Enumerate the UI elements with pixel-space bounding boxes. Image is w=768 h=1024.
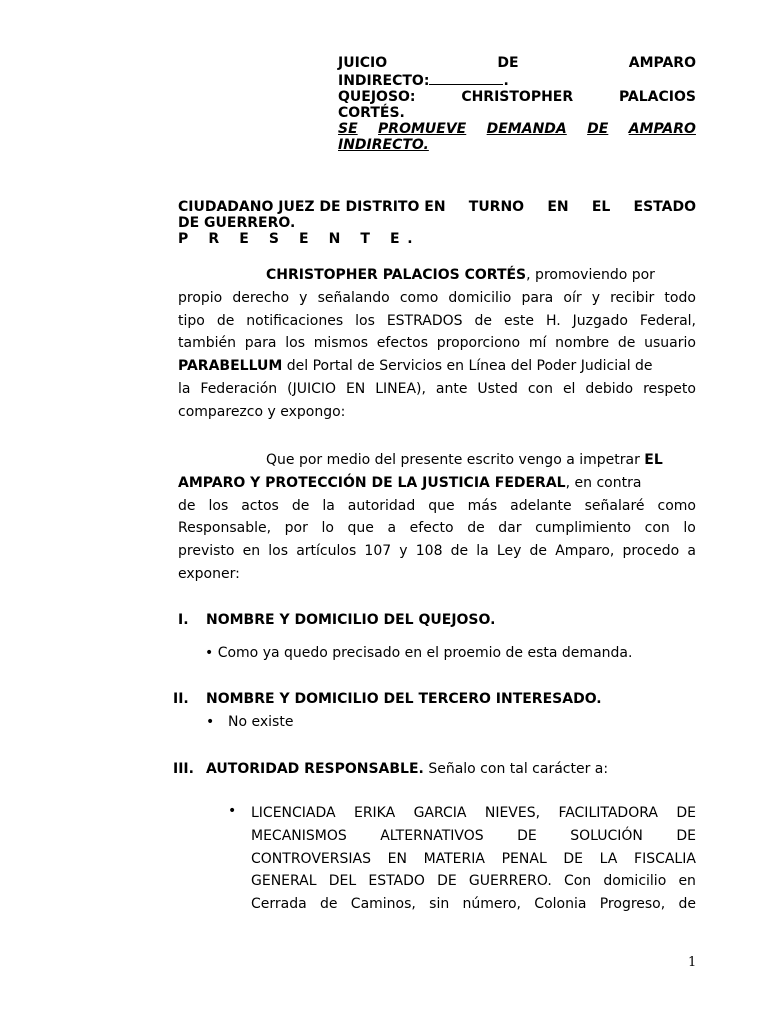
- petition-line: [178, 449, 696, 472]
- word: sin: [429, 896, 450, 913]
- header-line-3: [338, 89, 696, 105]
- word: LA: [599, 850, 618, 867]
- header-line-6: INDIRECTO.: [338, 137, 429, 153]
- word: nombre: [555, 335, 610, 352]
- word: recibir: [610, 289, 655, 306]
- word: mismos: [313, 335, 369, 352]
- word: de: [617, 335, 636, 352]
- addressee-word: EL: [591, 199, 611, 215]
- word: EN: [387, 850, 407, 867]
- word: Federal,: [639, 312, 696, 329]
- header-word: PALACIOS: [618, 89, 696, 105]
- page-number: 1: [688, 955, 697, 970]
- word: oír: [563, 289, 582, 306]
- word: proporciono: [436, 335, 521, 352]
- word: propio: [178, 289, 223, 306]
- word: ESTADO: [368, 873, 425, 890]
- header-line-1: [338, 55, 696, 71]
- word: GENERAL: [251, 873, 317, 890]
- word: para: [521, 289, 554, 306]
- word: ALTERNATIVOS: [380, 827, 484, 844]
- word: de: [467, 520, 485, 537]
- word: efectos: [376, 335, 428, 352]
- addressee-presente: P R E S E N T E.: [178, 231, 421, 247]
- word: en: [242, 543, 261, 560]
- word: DE: [437, 873, 457, 890]
- word: FACILITADORA: [558, 805, 658, 821]
- authority-paragraph: [251, 802, 696, 916]
- authority-line: [251, 825, 696, 848]
- section-3-text: Señalo con tal carácter a:: [423, 761, 609, 777]
- word: Colonia: [534, 896, 587, 913]
- word: los: [285, 335, 305, 352]
- word: H.: [545, 312, 561, 329]
- word: más: [467, 497, 498, 514]
- word: DE: [676, 805, 696, 821]
- authority-line: [251, 848, 696, 871]
- word: autoridad: [347, 497, 416, 514]
- header-word: QUEJOSO:: [338, 89, 416, 105]
- word: de: [678, 896, 696, 913]
- word: derecho: [232, 289, 290, 306]
- word: NIEVES,: [484, 805, 541, 821]
- word: y: [591, 289, 600, 306]
- word: LINEA),: [375, 380, 426, 397]
- word: Caminos,: [350, 896, 416, 913]
- section-3-heading: [206, 761, 608, 777]
- intro-text: comparezco y expongo:: [178, 403, 346, 420]
- section-2-title: NOMBRE Y DOMICILIO DEL TERCERO INTERESADO.: [206, 691, 602, 707]
- word: Progreso,: [599, 896, 666, 913]
- petition-line: [178, 472, 696, 495]
- petition-text: , en contra: [565, 474, 642, 491]
- word: procedo: [622, 543, 680, 560]
- word: actos: [241, 497, 279, 514]
- username: PARABELLUM: [178, 358, 283, 375]
- quejoso-name: CHRISTOPHER PALACIOS CORTÉS: [266, 267, 527, 283]
- word: los: [355, 312, 375, 329]
- word: Federación: [200, 380, 278, 397]
- word: usuario: [644, 335, 696, 352]
- word: de: [529, 543, 548, 560]
- word: notificaciones: [246, 312, 344, 329]
- intro-line: [178, 378, 696, 401]
- word: la: [178, 380, 191, 397]
- word: y: [399, 543, 408, 560]
- word: GARCIA: [413, 805, 467, 821]
- word: 107: [364, 543, 392, 560]
- word: domicilio: [448, 289, 512, 306]
- word: PENAL: [501, 850, 547, 867]
- word: DE: [676, 827, 696, 844]
- word: de: [320, 896, 338, 913]
- word: MATERIA: [423, 850, 485, 867]
- word: de: [474, 312, 493, 329]
- section-2-bullet: No existe: [228, 714, 294, 730]
- bullet-icon: •: [228, 803, 237, 819]
- header-word: DEMANDA: [486, 121, 567, 137]
- word: Responsable,: [178, 520, 272, 537]
- section-1-title: NOMBRE Y DOMICILIO DEL QUEJOSO.: [206, 612, 496, 628]
- word: respeto: [643, 380, 696, 397]
- petition-bold: EL: [644, 452, 663, 468]
- header-line-4: CORTÉS.: [338, 105, 405, 121]
- word: DEL: [328, 873, 357, 890]
- word: a: [687, 543, 696, 560]
- header-word: PROMUEVE: [378, 121, 467, 137]
- intro-line: [178, 355, 696, 378]
- word: todo: [664, 289, 696, 306]
- section-1-number: I.: [178, 612, 189, 628]
- word: de: [216, 312, 235, 329]
- header-word: DE: [587, 121, 609, 137]
- word: ERIKA: [353, 805, 396, 821]
- word: para: [244, 335, 277, 352]
- word: SOLUCIÓN: [570, 827, 643, 844]
- petition-bold: AMPARO Y PROTECCIÓN DE LA JUSTICIA FEDERAL: [178, 474, 566, 491]
- header-word: AMPARO: [628, 55, 696, 71]
- petition-text: exponer:: [178, 565, 240, 582]
- intro-text: del Portal de Servicios en Línea del Poder Judicial de: [282, 358, 653, 375]
- word: por: [284, 520, 308, 537]
- word: CONTROVERSIAS: [251, 850, 371, 867]
- addressee-word: ESTADO: [633, 199, 696, 215]
- word: Con: [563, 873, 592, 890]
- word: la: [476, 543, 489, 560]
- petition-line: [178, 563, 696, 586]
- addressee-line-2: DE GUERRERO.: [178, 215, 296, 231]
- bullet-icon: •: [206, 714, 215, 730]
- intro-line: [178, 332, 696, 355]
- header-word: AMPARO: [628, 121, 696, 137]
- word: LICENCIADA: [251, 805, 336, 821]
- header-line-5: [338, 121, 696, 137]
- word: FISCALIA: [634, 850, 696, 867]
- section-2-number: II.: [173, 691, 189, 707]
- word: con: [644, 520, 670, 537]
- header-word: SE: [338, 121, 358, 137]
- word: de: [178, 497, 196, 514]
- word: Amparo,: [555, 543, 615, 560]
- word: (JUICIO: [287, 380, 336, 397]
- word: debido: [585, 380, 634, 397]
- word: la: [322, 497, 335, 514]
- addressee-word: CIUDADANO JUEZ DE DISTRITO EN: [178, 199, 446, 215]
- header-word: CHRISTOPHER: [461, 89, 574, 105]
- section-3-number: III.: [173, 761, 194, 777]
- word: de: [450, 543, 469, 560]
- word: dar: [498, 520, 522, 537]
- petition-paragraph: [178, 449, 696, 586]
- petition-line: [178, 540, 696, 563]
- word: efecto: [409, 520, 454, 537]
- word: adelante: [510, 497, 572, 514]
- authority-line: [251, 802, 696, 825]
- addressee-word: TURNO: [468, 199, 525, 215]
- addressee-line-1: [178, 199, 696, 215]
- word: este: [503, 312, 534, 329]
- intro-line: [178, 401, 696, 424]
- word: también: [178, 335, 236, 352]
- intro-text: , promoviendo por: [526, 267, 655, 283]
- word: en: [678, 873, 696, 890]
- word: el: [562, 380, 576, 397]
- word: Juzgado: [572, 312, 628, 329]
- addressee-word: EN: [547, 199, 569, 215]
- header-text: INDIRECTO:: [338, 73, 430, 89]
- header-line-2: [338, 71, 696, 89]
- section-3-title: AUTORIDAD RESPONSABLE.: [206, 761, 424, 777]
- word: como: [657, 497, 696, 514]
- word: mí: [528, 335, 547, 352]
- word: a: [387, 520, 397, 537]
- blank-underline: [429, 71, 503, 85]
- word: lo: [683, 520, 696, 537]
- word: los: [208, 497, 229, 514]
- authority-line: [251, 893, 696, 916]
- word: DE: [563, 850, 584, 867]
- petition-text: Que por medio del presente escrito vengo a impetrar: [266, 452, 645, 468]
- word: señalaré: [584, 497, 645, 514]
- word: Usted: [477, 380, 518, 397]
- word: EN: [345, 380, 366, 397]
- word: que: [347, 520, 374, 537]
- intro-paragraph: [178, 264, 696, 424]
- petition-line: [178, 495, 696, 518]
- word: con: [527, 380, 553, 397]
- intro-line: [178, 264, 696, 287]
- word: y: [299, 289, 308, 306]
- petition-line: [178, 517, 696, 540]
- intro-line: [178, 310, 696, 333]
- word: GUERRERO.: [468, 873, 552, 890]
- word: que: [428, 497, 455, 514]
- section-1-bullet: • Como ya quedo precisado en el proemio de esta demanda.: [205, 645, 633, 661]
- word: previsto: [178, 543, 235, 560]
- word: lo: [321, 520, 334, 537]
- header-word: DE: [497, 55, 519, 71]
- word: Ley: [496, 543, 522, 560]
- word: de: [291, 497, 310, 514]
- word: domicilio: [603, 873, 667, 890]
- word: ante: [435, 380, 468, 397]
- header-text: .: [503, 73, 509, 89]
- case-header: [338, 55, 696, 153]
- word: ESTRADOS: [386, 312, 463, 329]
- word: los: [268, 543, 289, 560]
- header-word: JUICIO: [338, 55, 388, 71]
- word: DE: [517, 827, 537, 844]
- word: 108: [415, 543, 443, 560]
- addressee: [178, 199, 696, 247]
- word: cumplimiento: [535, 520, 632, 537]
- authority-line: [251, 870, 696, 893]
- word: número,: [462, 896, 521, 913]
- word: como: [399, 289, 439, 306]
- word: Cerrada: [251, 896, 307, 913]
- intro-line: [178, 287, 696, 310]
- word: señalando: [317, 289, 390, 306]
- word: MECANISMOS: [251, 827, 347, 844]
- word: artículos: [296, 543, 357, 560]
- word: tipo: [178, 312, 205, 329]
